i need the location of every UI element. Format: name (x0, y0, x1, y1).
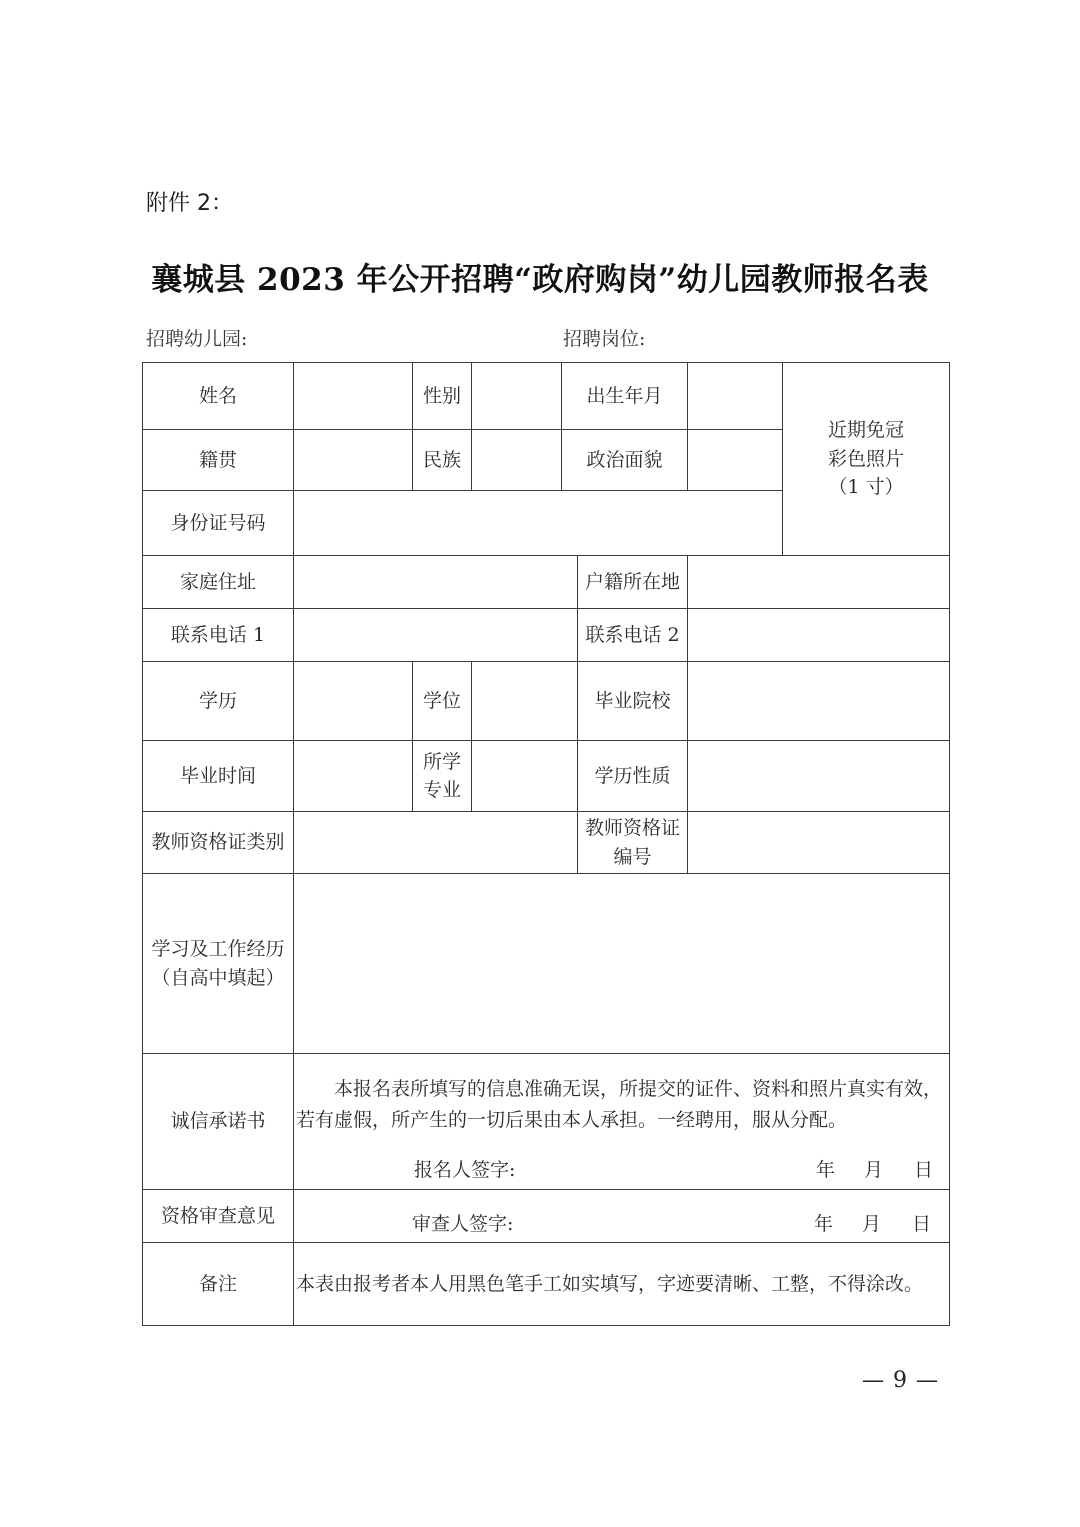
household-location-field[interactable] (688, 556, 950, 609)
native-place-field[interactable] (294, 430, 413, 491)
pledge-label: 诚信承诺书 (143, 1054, 294, 1190)
ethnicity-field[interactable] (472, 430, 562, 491)
photo-label-line2: 彩色照片 (828, 447, 905, 470)
phone2-label: 联系电话 2 (578, 609, 688, 662)
phone1-field[interactable] (294, 609, 578, 662)
birth-label: 出生年月 (562, 363, 688, 430)
remarks-text: 本表由报考者本人用黑色笔手工如实填写，字迹要清晰、工整，不得涂改。 (294, 1243, 950, 1326)
reviewer-sign-line (294, 1210, 949, 1240)
gender-label: 性别 (413, 363, 472, 430)
native-place-label: 籍贯 (143, 430, 294, 491)
birth-field[interactable] (688, 363, 783, 430)
photo-box[interactable] (783, 363, 950, 556)
photo-label-line1: 近期免冠 (828, 419, 905, 442)
registration-form-table (142, 362, 950, 1326)
major-label (413, 741, 472, 812)
reviewer-year: 年 (814, 1213, 834, 1235)
education-type-field[interactable] (688, 741, 950, 812)
major-label-line1: 所学 (422, 750, 461, 773)
reviewer-month: 月 (862, 1213, 882, 1235)
applicant-sign-line[interactable] (296, 1156, 947, 1186)
graduate-school-field[interactable] (688, 662, 950, 741)
experience-label-line2: （自高中填起） (151, 966, 285, 989)
name-field[interactable] (294, 363, 413, 430)
remarks-label: 备注 (143, 1243, 294, 1326)
page-title: 襄城县 2023 年公开招聘“政府购岗”幼儿园教师报名表 (151, 262, 929, 298)
experience-label-line1: 学习及工作经历 (151, 938, 285, 960)
education-type-label: 学历性质 (578, 741, 688, 812)
cert-number-label-line2: 编号 (613, 845, 652, 868)
position-label: 招聘岗位: (563, 328, 646, 350)
cert-type-field[interactable] (294, 812, 578, 874)
applicant-month: 月 (864, 1159, 884, 1181)
major-field[interactable] (472, 741, 578, 812)
major-label-line2: 专业 (422, 779, 461, 801)
political-status-field[interactable] (688, 430, 783, 491)
home-address-field[interactable] (294, 556, 578, 609)
graduation-time-field[interactable] (294, 741, 413, 812)
applicant-sign-label: 报名人签字: (414, 1159, 516, 1181)
photo-label-line3: （1 寸） (828, 476, 904, 499)
education-label: 学历 (143, 662, 294, 741)
political-status-label: 政治面貌 (562, 430, 688, 491)
ethnicity-label: 民族 (413, 430, 472, 491)
applicant-day: 日 (914, 1159, 934, 1181)
household-location-label: 户籍所在地 (578, 556, 688, 609)
pledge-content (294, 1054, 950, 1190)
experience-field[interactable] (294, 874, 950, 1054)
id-number-label: 身份证号码 (143, 491, 294, 556)
cert-number-label-line1: 教师资格证 (585, 817, 681, 839)
kindergarten-label: 招聘幼儿园: (146, 328, 248, 350)
reviewer-day: 日 (912, 1213, 932, 1235)
applicant-year: 年 (816, 1159, 836, 1181)
cert-number-field[interactable] (688, 812, 950, 874)
home-address-label: 家庭住址 (143, 556, 294, 609)
graduate-school-label: 毕业院校 (578, 662, 688, 741)
pledge-text: 本报名表所填写的信息准确无误，所提交的证件、资料和照片真实有效，若有虚假，所产生的一切后果由本人承担。一经聘用，服从分配。 (296, 1078, 943, 1131)
cert-type-label: 教师资格证类别 (143, 812, 294, 874)
degree-label: 学位 (413, 662, 472, 741)
education-field[interactable] (294, 662, 413, 741)
phone2-field[interactable] (688, 609, 950, 662)
name-label: 姓名 (143, 363, 294, 430)
attachment-label: 附件 2： (146, 191, 233, 216)
phone1-label: 联系电话 1 (143, 609, 294, 662)
gender-field[interactable] (472, 363, 562, 430)
graduation-time-label: 毕业时间 (143, 741, 294, 812)
reviewer-sign-label: 审查人签字: (412, 1213, 514, 1235)
id-number-field[interactable] (294, 491, 783, 556)
review-content[interactable] (294, 1190, 950, 1243)
review-label: 资格审查意见 (143, 1190, 294, 1243)
experience-label (143, 874, 294, 1054)
page-number: — 9 — (862, 1368, 939, 1393)
degree-field[interactable] (472, 662, 578, 741)
cert-number-label (578, 812, 688, 874)
